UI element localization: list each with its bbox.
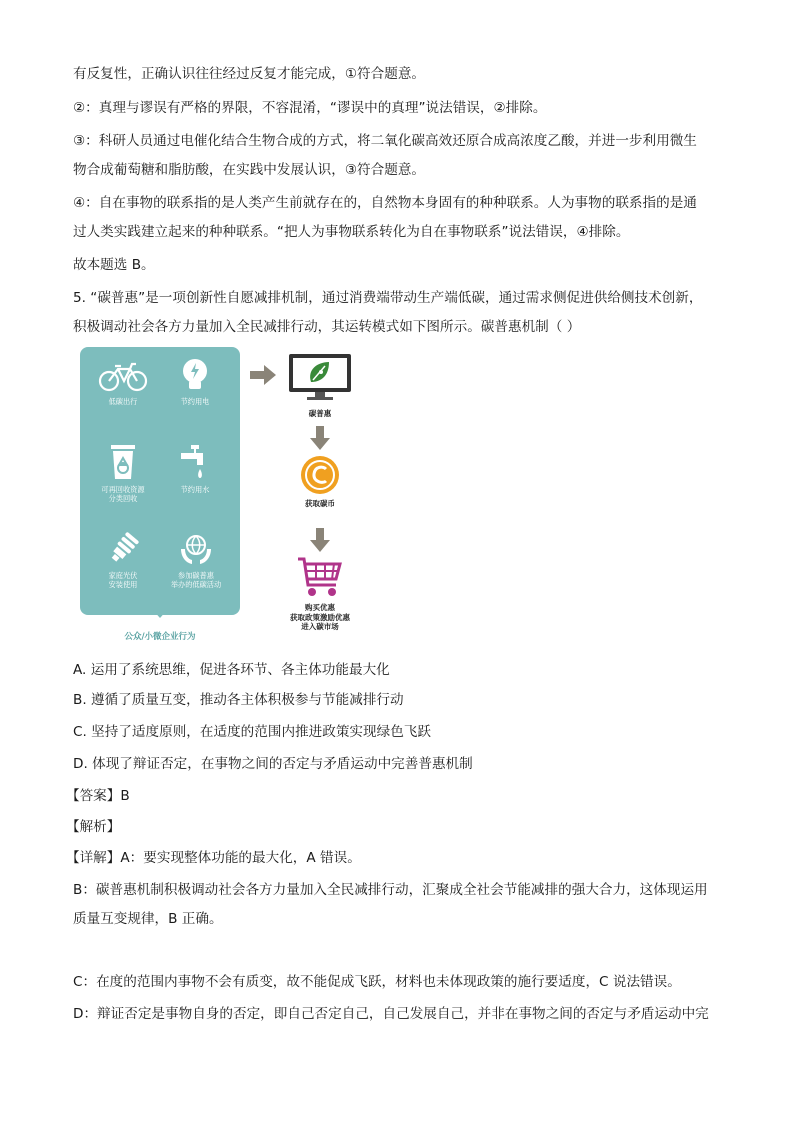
faucet-icon [177,443,213,481]
monitor-leaf-icon [287,352,353,402]
panel-item-label: 节约用电 [180,397,210,406]
bicycle-icon [98,361,148,393]
flow-label: 购买优惠 获取政策激励优惠 进入碳市场 [290,603,350,631]
hands-globe-icon [178,531,214,567]
panel-item-label: 节约用水 [180,485,210,494]
panel-item-save-electricity [160,357,230,406]
panel-item-label: 低碳出行 [108,397,138,406]
detail-line: 【详解】A：要实现整体功能的最大化，A 错误。 [66,850,361,866]
option-a: A. 运用了系统思维，促进各环节、各主体功能最大化 [73,662,390,678]
text-line: ④：自在事物的联系指的是人类产生前就存在的，自然物本身固有的种种联系。人为事物的联系指的是通 [73,195,697,211]
detail-line: C：在度的范围内事物不会有质变，故不能促成飞跃，材料也未体现政策的施行要适度，C 说法错误。 [73,974,681,990]
text-line: 有反复性，正确认识往往经过反复才能完成，①符合题意。 [73,66,426,82]
analysis-label: 【解析】 [66,819,121,835]
lightbulb-icon [179,357,211,393]
energy-saving-bulb-icon [105,531,141,567]
text-line: ③：科研人员通过电催化结合生物合成的方式，将二氧化碳高效还原合成高浓度乙酸，并进一步利用微生 [73,133,697,149]
answer-value: B [120,788,130,804]
detail-line: 质量互变规律，B 正确。 [73,911,223,927]
panel-pointer [152,609,168,618]
text-line: 物合成葡萄糖和脂肪酸，在实践中发展认识，③符合题意。 [73,162,426,178]
panel-item-label: 参加碳普惠 举办的低碳活动 [170,571,222,589]
flow-label: 碳普惠 [308,409,332,418]
arrow-down-icon [310,528,330,552]
text-line: ②：真理与谬误有严格的界限，不容混淆，“谬误中的真理”说法错误，②排除。 [73,100,547,116]
text-line: 过人类实践建立起来的种种联系。“把人为事物联系转化为自在事物联系”说法错误，④排除。 [73,224,630,240]
arrow-right-icon [250,365,276,385]
flow-label: 获取碳币 [305,499,335,508]
arrow-down-icon [310,426,330,450]
option-c: C. 坚持了适度原则，在适度的范围内推进政策实现绿色飞跃 [73,724,431,740]
option-d: D. 体现了辩证否定，在事物之间的否定与矛盾运动中完善普惠机制 [73,756,473,772]
panel-item-label: 可再回收资源 分类回收 [101,485,145,503]
shopping-cart-icon [296,555,344,599]
panel-item-home-solar [88,531,158,589]
text-line: 故本题选 B。 [73,257,155,273]
detail-line: D：辩证否定是事物自身的否定，即自己否定自己，自己发展自己，并非在事物之间的否定与矛盾运动中完 [73,1006,709,1022]
detail-line: B：碳普惠机制积极调动社会各方力量加入全民减排行动，汇聚成全社会节能减排的强大合力，这体现运用 [73,882,708,898]
answer [66,786,130,806]
answer-label: 【答案】 [66,788,121,804]
panel-item-recycling [88,443,158,503]
question-stem: 积极调动社会各方力量加入全民减排行动，其运转模式如下图所示。碳普惠机制（ ） [73,319,581,335]
question-stem: 5. “碳普惠”是一项创新性自愿减排机制，通过消费端带动生产端低碳，通过需求侧促进供给侧技术创新， [73,290,703,306]
panel-item-save-water [160,443,230,494]
option-b: B. 遵循了质量互变，推动各主体积极参与节能减排行动 [73,692,404,708]
panel-item-low-carbon-travel [88,361,158,406]
panel-item-label: 家庭光伏 安装使用 [108,571,138,589]
panel-item-carbon-activities [158,531,234,589]
panel-caption: 公众/小微企业行为 [124,632,196,642]
recycle-bin-icon [108,443,138,481]
carbon-inclusive-diagram [80,347,370,647]
carbon-coin-icon [300,455,340,495]
